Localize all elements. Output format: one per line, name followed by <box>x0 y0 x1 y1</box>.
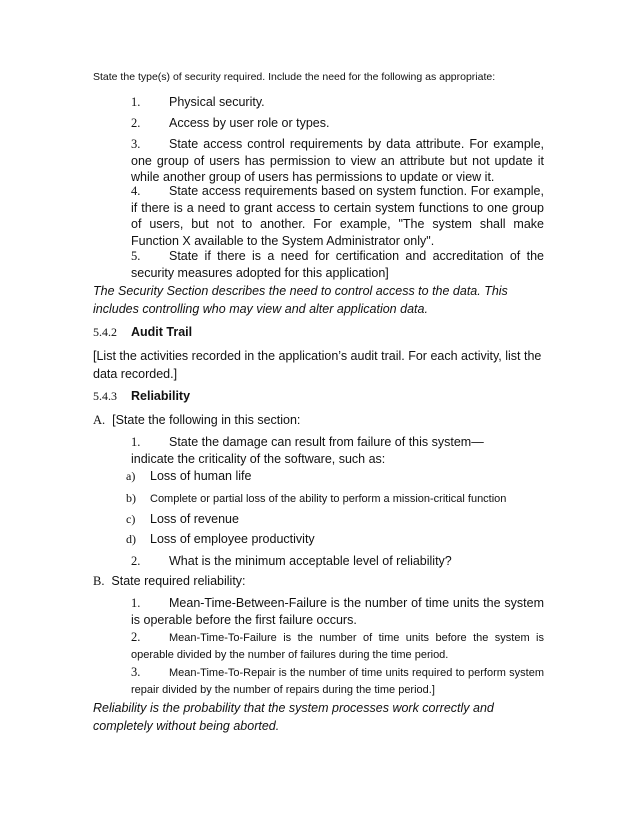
reliability-a-item-2 <box>131 553 544 570</box>
item-text: Loss of employee productivity <box>150 532 315 546</box>
item-letter: b) <box>126 491 136 505</box>
item-text: What is the minimum acceptable level of reliability? <box>169 554 452 568</box>
item-number: 5. <box>131 249 141 263</box>
section-title: Audit Trail <box>131 325 193 339</box>
security-note: The Security Section describes the need to control access to the data. This includes controlling who may view and alter application data. <box>93 284 508 316</box>
item-number: 2. <box>131 630 141 644</box>
item-letter: c) <box>126 512 136 526</box>
reliability-b-item-3 <box>131 664 544 699</box>
item-text: Loss of revenue <box>150 512 239 526</box>
security-intro: State the type(s) of security required. Include the need for the following as appropriate: <box>93 71 496 83</box>
part-letter: B. <box>93 574 105 588</box>
item-number: 4. <box>131 184 141 198</box>
part-text: State required reliability: <box>111 574 246 588</box>
part-text: [State the following in this section: <box>112 413 301 427</box>
part-letter: A. <box>93 413 106 427</box>
section-title: Reliability <box>131 389 191 403</box>
reliability-heading <box>93 389 190 404</box>
item-text: Mean-Time-To-Failure is the number of time units before the system is operable divided by the number of failures during the time period. <box>131 632 544 661</box>
damage-item-b <box>126 491 506 506</box>
item-number: 2. <box>131 554 141 568</box>
damage-item-a <box>126 469 251 484</box>
item-text: Mean-Time-Between-Failure is the number of time units the system is operable before the first failure occurs. <box>131 596 544 627</box>
reliability-b-item-1 <box>131 595 544 628</box>
security-item-3 <box>131 136 544 186</box>
security-item-2 <box>131 115 544 132</box>
reliability-note: Reliability is the probability that the system processes work correctly and completely without being aborted. <box>93 701 494 733</box>
section-number: 5.4.3 <box>93 389 117 403</box>
item-number: 3. <box>131 137 141 151</box>
audit-trail-text: [List the activities recorded in the application’s audit trail. For each activity, list the data recorded.] <box>93 349 542 381</box>
section-number: 5.4.2 <box>93 325 117 339</box>
security-item-5 <box>131 248 544 281</box>
item-number: 3. <box>131 665 141 679</box>
item-number: 2. <box>131 116 141 130</box>
item-number: 1. <box>131 95 141 109</box>
audit-trail-heading <box>93 325 192 340</box>
item-letter: a) <box>126 469 136 483</box>
item-text: Complete or partial loss of the ability to perform a mission-critical function <box>150 493 507 505</box>
item-number: 1. <box>131 596 141 610</box>
item-text: State access requirements based on system function. For example, if there is a need to grant access to certain system functions to one group of users, but not to another. For example, "The system shall make Function X available to the System Administrator only". <box>131 184 544 248</box>
item-letter: d) <box>126 532 136 546</box>
reliability-part-a <box>93 413 300 428</box>
reliability-b-item-2 <box>131 629 544 664</box>
security-item-1 <box>131 94 544 111</box>
security-item-4 <box>131 183 544 249</box>
item-text: State access control requirements by data attribute. For example, one group of users has permission to view an attribute but not update it while another group of users has permissions to update or view it. <box>131 137 544 184</box>
damage-item-d <box>126 532 315 547</box>
item-text: Physical security. <box>169 95 265 109</box>
damage-item-c <box>126 512 239 527</box>
item-text: State the damage can result from failure of this system— indicate the criticality of the software, such as: <box>131 435 484 466</box>
reliability-a-item-1 <box>131 434 511 467</box>
item-text: Mean-Time-To-Repair is the number of time units required to perform system repair divided by the number of repairs during the time period.] <box>131 667 544 696</box>
reliability-part-b <box>93 574 246 589</box>
item-text: Access by user role or types. <box>169 116 330 130</box>
item-number: 1. <box>131 435 141 449</box>
item-text: Loss of human life <box>150 469 252 483</box>
item-text: State if there is a need for certification and accreditation of the security measures adopted for this application] <box>131 249 544 280</box>
